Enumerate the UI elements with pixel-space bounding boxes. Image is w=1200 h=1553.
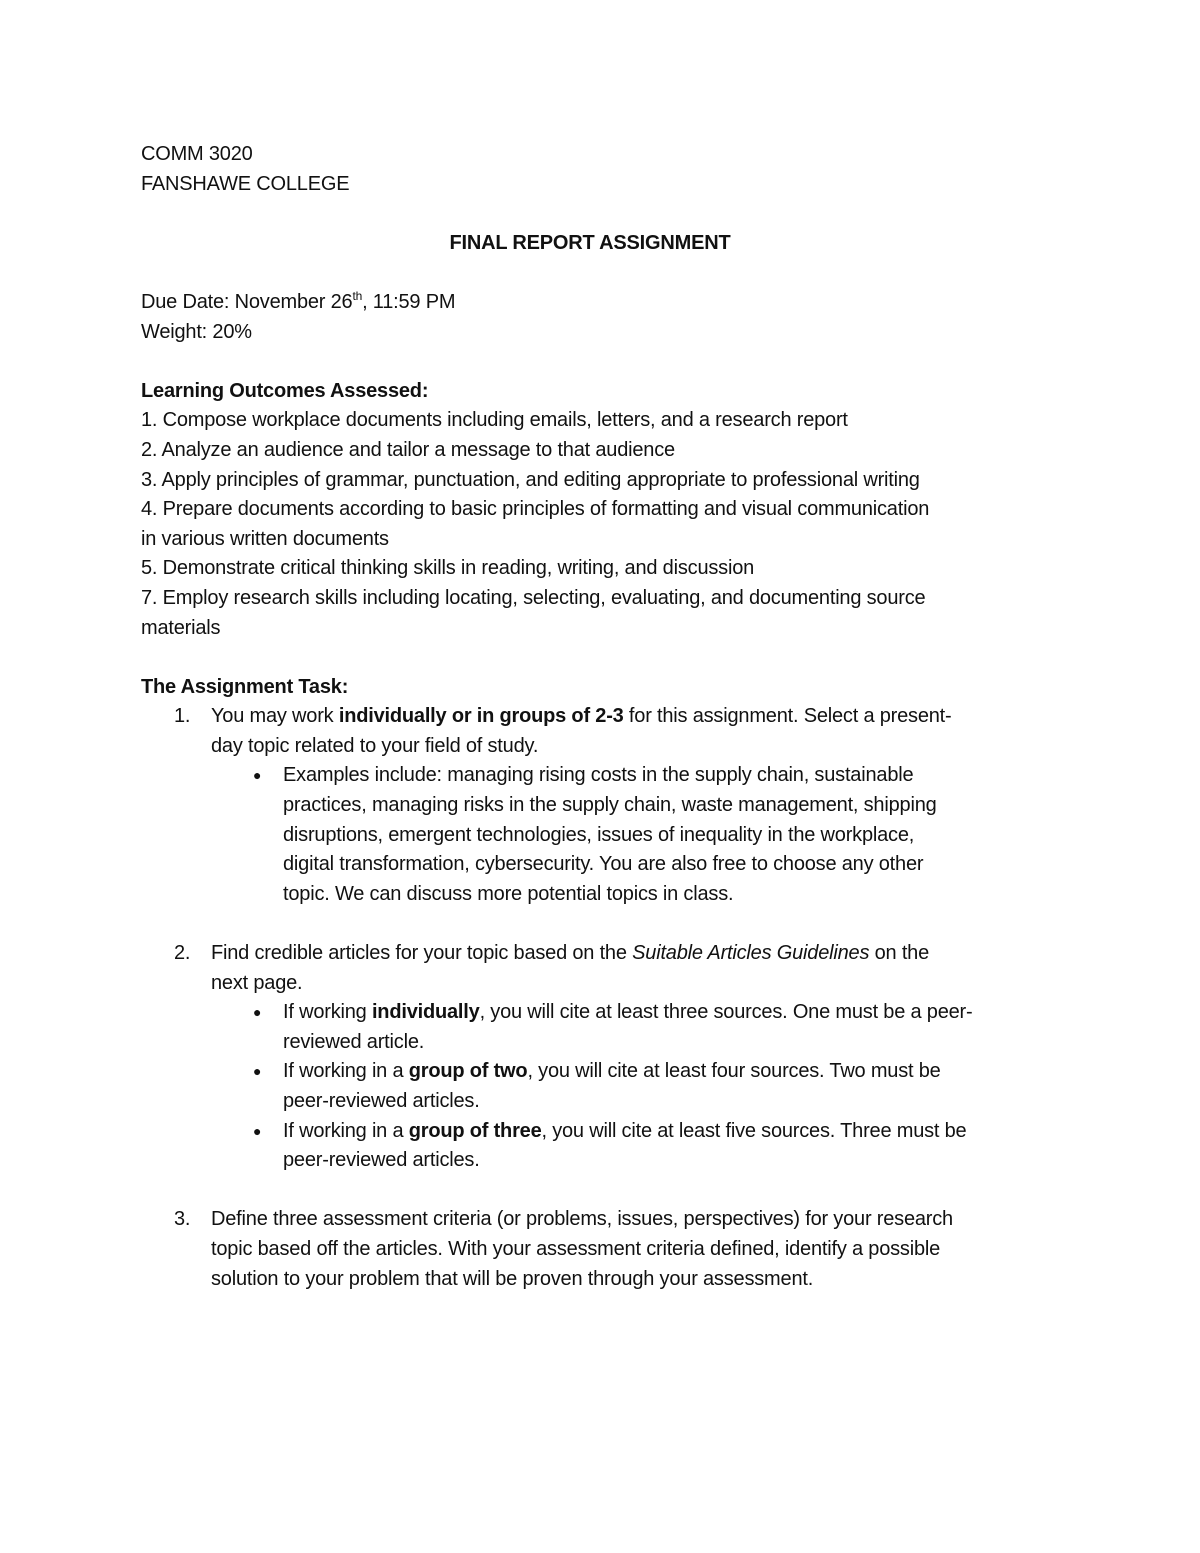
task-item-3	[141, 1205, 1061, 1294]
task-text: You may work	[211, 705, 339, 728]
outcome-line: 3. Apply principles of grammar, punctuation, and editing appropriate to professional writing	[141, 468, 920, 491]
task-text: for this assignment. Select a present-	[623, 705, 952, 728]
due-date-time: , 11:59 PM	[362, 290, 456, 313]
bullet-text: practices, managing risks in the supply chain, waste management, shipping	[283, 794, 937, 817]
task-number: 3.	[174, 1208, 191, 1231]
task-heading: The Assignment Task:	[141, 675, 349, 698]
bullet-text-bold: group of three	[408, 1119, 542, 1142]
weight: Weight: 20%	[141, 320, 252, 343]
bullet-text: If working in a	[283, 1060, 409, 1083]
task-text: Define three assessment criteria (or problems, issues, perspectives) for your research	[211, 1208, 953, 1231]
outcome-line: 2. Analyze an audience and tailor a message to that audience	[141, 438, 675, 461]
course-code: COMM 3020	[141, 143, 253, 165]
college-name: FANSHAWE COLLEGE	[141, 172, 350, 195]
bullet-icon: ●	[253, 767, 262, 784]
bullet-text: If working in a	[283, 1119, 409, 1142]
outcome-line: 7. Employ research skills including locating, selecting, evaluating, and documenting source	[141, 586, 926, 609]
bullet-text: , you will cite at least four sources. Two must be	[527, 1060, 941, 1083]
bullet-icon: ●	[253, 1004, 262, 1021]
bullet-text-bold: group of two	[408, 1060, 528, 1083]
outcomes-heading: Learning Outcomes Assessed:	[141, 379, 429, 402]
task-text-bold: individually or in groups of 2-3	[338, 705, 624, 728]
task-text-italic: Suitable Articles Guidelines	[632, 942, 870, 965]
due-date	[141, 288, 1061, 318]
bullet-item	[141, 998, 1061, 1057]
task-text: day topic related to your field of study.	[211, 734, 539, 757]
task-item-2	[141, 939, 1061, 998]
bullet-text: , you will cite at least three sources. One must be a peer-	[479, 1001, 973, 1024]
bullet-icon: ●	[253, 1063, 262, 1080]
outcome-line: 1. Compose workplace documents including emails, letters, and a research report	[141, 409, 848, 432]
bullet-text: disruptions, emergent technologies, issues of inequality in the workplace,	[283, 823, 915, 846]
outcome-line: 4. Prepare documents according to basic principles of formatting and visual communication	[141, 498, 930, 521]
bullet-text: Examples include: managing rising costs in the supply chain, sustainable	[283, 764, 914, 787]
bullet-text: peer-reviewed articles.	[283, 1149, 480, 1172]
task-number: 2.	[174, 942, 191, 965]
bullet-item	[141, 761, 1061, 909]
bullet-text: If working	[283, 1001, 372, 1024]
bullet-text: , you will cite at least five sources. Three must be	[541, 1119, 967, 1142]
task-number: 1.	[174, 705, 191, 728]
bullet-text-bold: individually	[371, 1001, 480, 1024]
outcome-line: materials	[141, 616, 221, 639]
task-text: next page.	[211, 971, 303, 994]
task-text: topic based off the articles. With your assessment criteria defined, identify a possible	[211, 1237, 941, 1260]
due-date-superscript: th	[352, 288, 363, 303]
task-text: on the	[869, 942, 930, 965]
bullet-text: topic. We can discuss more potential topics in class.	[283, 882, 734, 905]
outcome-line: 5. Demonstrate critical thinking skills in reading, writing, and discussion	[141, 557, 755, 580]
document-title: FINAL REPORT ASSIGNMENT	[449, 231, 731, 254]
bullet-text: peer-reviewed articles.	[283, 1090, 480, 1112]
due-date-label: Due Date: November 26	[141, 290, 353, 313]
task-text: solution to your problem that will be proven through your assessment.	[211, 1267, 814, 1290]
bullet-text: digital transformation, cybersecurity. You are also free to choose any other	[283, 853, 924, 876]
outcome-line: in various written documents	[141, 527, 389, 550]
bullet-item	[141, 1117, 1061, 1176]
bullet-text: reviewed article.	[283, 1030, 425, 1053]
document-page	[141, 140, 1061, 1294]
task-item-1	[141, 702, 1061, 761]
bullet-icon: ●	[253, 1122, 262, 1139]
task-text: Find credible articles for your topic based on the	[211, 942, 633, 965]
bullet-item	[141, 1057, 1061, 1116]
